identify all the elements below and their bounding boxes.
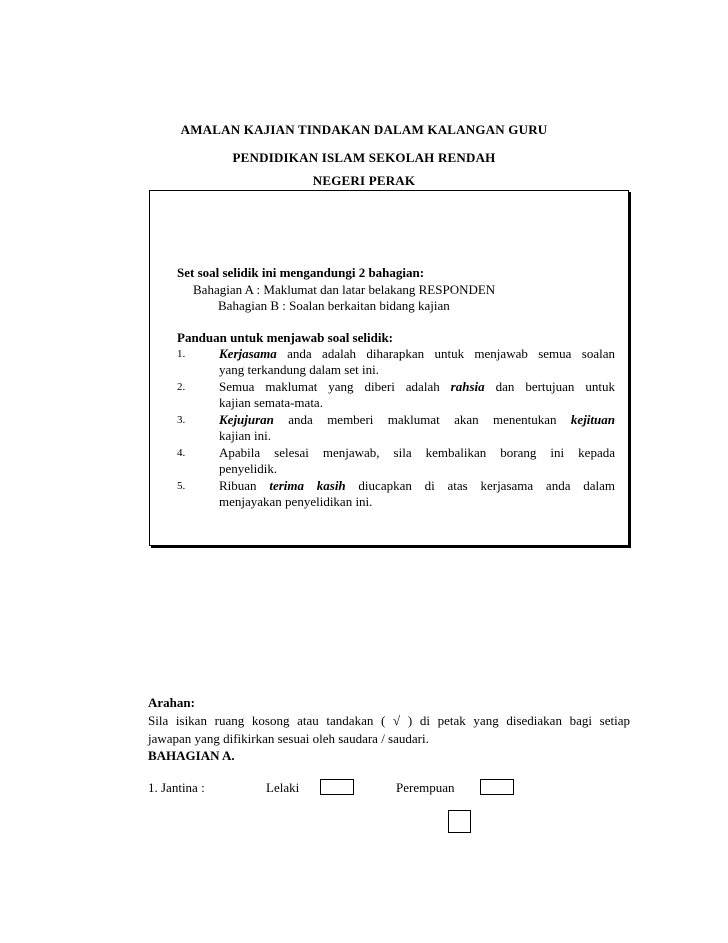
item-number: 3.: [177, 414, 186, 426]
item-text: kajian ini.: [219, 428, 271, 443]
item-text: Semua maklumat yang diberi adalah: [219, 379, 451, 394]
title-line-1: AMALAN KAJIAN TINDAKAN DALAM KALANGAN GURU: [180, 122, 548, 137]
part-a-description: Bahagian A : Maklumat dan latar belakang RESPONDEN: [193, 282, 496, 297]
emphasis-text: kejituan: [570, 412, 615, 427]
guide-heading: Panduan untuk menjawab soal selidik:: [177, 330, 394, 345]
instructions-line-2: jawapan yang difikirkan sesuai oleh saudara / saudari.: [148, 731, 429, 746]
title-line-2: PENDIDIKAN ISLAM SEKOLAH RENDAH: [232, 150, 496, 165]
emphasis-text: Kerjasama: [219, 346, 277, 361]
item-text: Apabila selesai menjawab, sila kembalikan borang ini kepada: [219, 445, 615, 460]
instructions-heading: Arahan:: [148, 695, 195, 710]
emphasis-text: Kejujuran: [219, 412, 274, 427]
item-text: anda memberi maklumat akan menentukan: [273, 412, 571, 427]
item-number: 2.: [177, 381, 186, 393]
emphasis-text: rahsia: [450, 379, 485, 394]
item-text: penyelidik.: [219, 461, 278, 476]
guide-item-4: [219, 445, 615, 477]
female-option-label: Perempuan: [396, 780, 455, 795]
emphasis-text: terima kasih: [269, 478, 346, 493]
item-number: 5.: [177, 480, 186, 492]
item-text: menjayakan penyelidikan ini.: [219, 494, 373, 509]
item-text: Ribuan: [219, 478, 270, 493]
answer-box[interactable]: [448, 810, 471, 833]
item-number: 1.: [177, 348, 186, 360]
guide-item-3: [219, 412, 615, 444]
instructions-line-1: Sila isikan ruang kosong atau tandakan ( √ ) di petak yang disediakan bagi setiap: [148, 713, 630, 728]
male-checkbox[interactable]: [320, 779, 354, 795]
item-text: kajian semata-mata.: [219, 395, 323, 410]
gender-label: 1. Jantina :: [148, 780, 205, 795]
item-number: 4.: [177, 447, 186, 459]
guide-item-2: [219, 379, 615, 411]
intro-heading: Set soal selidik ini mengandungi 2 bahagian:: [177, 265, 425, 280]
section-a-heading: BAHAGIAN A.: [148, 748, 235, 763]
guide-item-5: [219, 478, 615, 510]
item-text: diucapkan di atas kerjasama anda dalam: [345, 478, 615, 493]
item-text: yang terkandung dalam set ini.: [219, 362, 379, 377]
guide-item-1: [219, 346, 615, 378]
male-option-label: Lelaki: [266, 780, 300, 795]
item-text: anda adalah diharapkan untuk menjawab semua soalan: [276, 346, 615, 361]
part-b-description: Bahagian B : Soalan berkaitan bidang kajian: [218, 298, 450, 313]
item-text: dan bertujuan untuk: [484, 379, 615, 394]
female-checkbox[interactable]: [480, 779, 514, 795]
title-line-3: NEGERI PERAK: [312, 173, 416, 188]
